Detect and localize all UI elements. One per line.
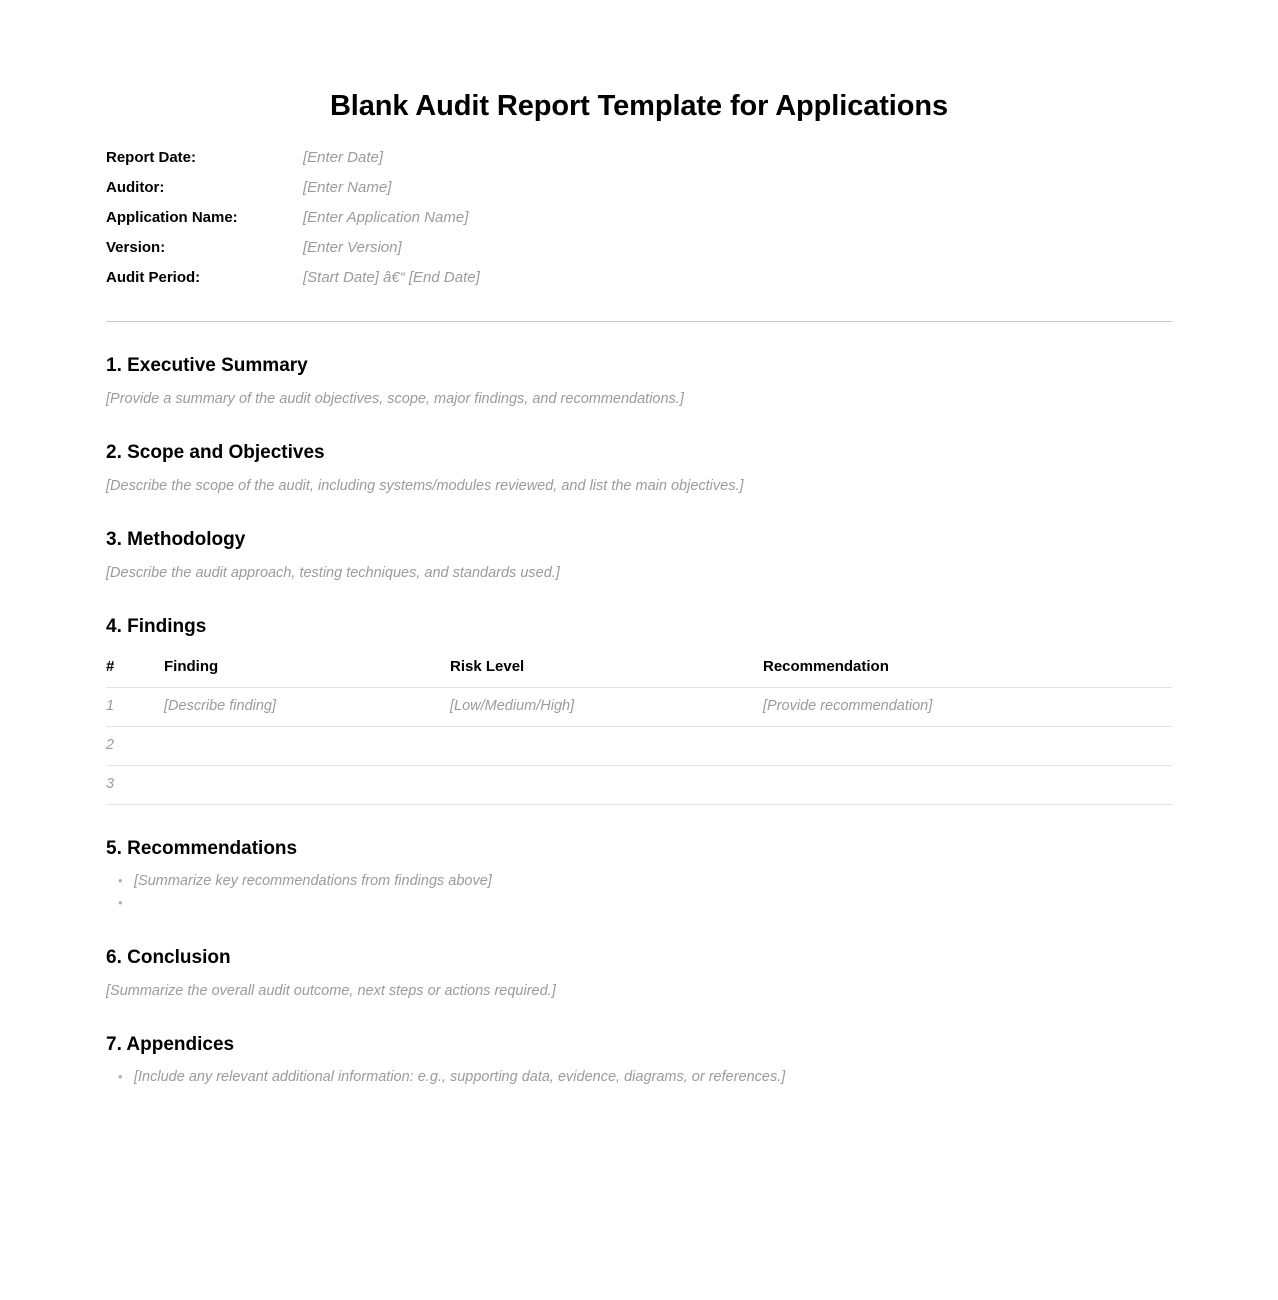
section-body-methodology[interactable]: [Describe the audit approach, testing techniques, and standards used.] bbox=[106, 565, 560, 581]
list-item[interactable]: • [Include any relevant additional information: e.g., supporting data, evidence, diagrams, or references.] bbox=[134, 1066, 1172, 1088]
metadata-label-auditor: Auditor: bbox=[106, 179, 165, 196]
table-row bbox=[106, 766, 1172, 805]
section-heading-executive-summary: 1. Executive Summary bbox=[106, 355, 308, 376]
section-body-executive-summary[interactable]: [Provide a summary of the audit objectives, scope, major findings, and recommendations.] bbox=[106, 391, 684, 407]
metadata-row-report-date bbox=[106, 143, 1172, 173]
section-heading-scope-and-objectives: 2. Scope and Objectives bbox=[106, 442, 325, 463]
findings-table-header-row bbox=[106, 658, 1172, 688]
findings-cell-number-2: 2 bbox=[106, 727, 164, 766]
section-recommendations bbox=[106, 805, 1172, 914]
section-scope-and-objectives bbox=[106, 409, 1172, 496]
findings-cell-finding-2[interactable] bbox=[164, 727, 450, 766]
section-heading-appendices: 7. Appendices bbox=[106, 1034, 235, 1055]
metadata-value-application-name[interactable]: [Enter Application Name] bbox=[303, 209, 469, 226]
findings-cell-risk-1[interactable]: [Low/Medium/High] bbox=[450, 688, 763, 727]
findings-cell-recommendation-1[interactable]: [Provide recommendation] bbox=[763, 688, 1172, 727]
table-row bbox=[106, 688, 1172, 727]
findings-cell-recommendation-3[interactable] bbox=[763, 766, 1172, 805]
findings-column-header-number: # bbox=[106, 658, 164, 688]
metadata-value-auditor[interactable]: [Enter Name] bbox=[303, 179, 392, 196]
appendices-list bbox=[106, 1057, 1172, 1088]
metadata-label-report-date: Report Date: bbox=[106, 149, 197, 166]
section-heading-recommendations: 5. Recommendations bbox=[106, 838, 298, 859]
findings-cell-risk-2[interactable] bbox=[450, 727, 763, 766]
metadata-value-report-date[interactable]: [Enter Date] bbox=[303, 149, 384, 166]
section-heading-conclusion: 6. Conclusion bbox=[106, 947, 231, 968]
findings-cell-number-3: 3 bbox=[106, 766, 164, 805]
section-appendices bbox=[106, 1001, 1172, 1088]
metadata-value-version[interactable]: [Enter Version] bbox=[303, 239, 402, 256]
findings-cell-finding-1[interactable]: [Describe finding] bbox=[164, 688, 450, 727]
findings-cell-finding-3[interactable] bbox=[164, 766, 450, 805]
findings-column-header-recommendation: Recommendation bbox=[763, 658, 1172, 688]
list-item[interactable] bbox=[134, 892, 1172, 914]
section-body-scope-and-objectives[interactable]: [Describe the scope of the audit, including systems/modules reviewed, and list the main objectives.] bbox=[106, 478, 744, 494]
metadata-row-application-name bbox=[106, 203, 1172, 233]
section-heading-methodology: 3. Methodology bbox=[106, 529, 246, 550]
metadata-label-version: Version: bbox=[106, 239, 166, 256]
section-conclusion bbox=[106, 914, 1172, 1001]
recommendations-list bbox=[106, 861, 1172, 914]
report-metadata bbox=[106, 143, 1172, 293]
findings-table bbox=[106, 658, 1172, 805]
page-title: Blank Audit Report Template for Applications bbox=[329, 90, 949, 122]
section-methodology bbox=[106, 496, 1172, 583]
metadata-value-audit-period[interactable]: [Start Date] â€“ [End Date] bbox=[303, 269, 480, 286]
findings-cell-recommendation-2[interactable] bbox=[763, 727, 1172, 766]
metadata-label-application-name: Application Name: bbox=[106, 209, 238, 226]
metadata-row-version bbox=[106, 233, 1172, 263]
table-row bbox=[106, 727, 1172, 766]
metadata-row-audit-period bbox=[106, 263, 1172, 293]
list-item[interactable]: • [Summarize key recommendations from findings above] bbox=[134, 870, 1172, 892]
findings-cell-number-1: 1 bbox=[106, 688, 164, 727]
section-heading-findings: 4. Findings bbox=[106, 616, 207, 637]
section-body-conclusion[interactable]: [Summarize the overall audit outcome, next steps or actions required.] bbox=[106, 983, 556, 999]
findings-column-header-finding: Finding bbox=[164, 658, 450, 688]
section-findings bbox=[106, 583, 1172, 805]
metadata-label-audit-period: Audit Period: bbox=[106, 269, 201, 286]
section-executive-summary bbox=[106, 322, 1172, 409]
findings-cell-risk-3[interactable] bbox=[450, 766, 763, 805]
metadata-row-auditor bbox=[106, 173, 1172, 203]
findings-column-header-risk-level: Risk Level bbox=[450, 658, 763, 688]
